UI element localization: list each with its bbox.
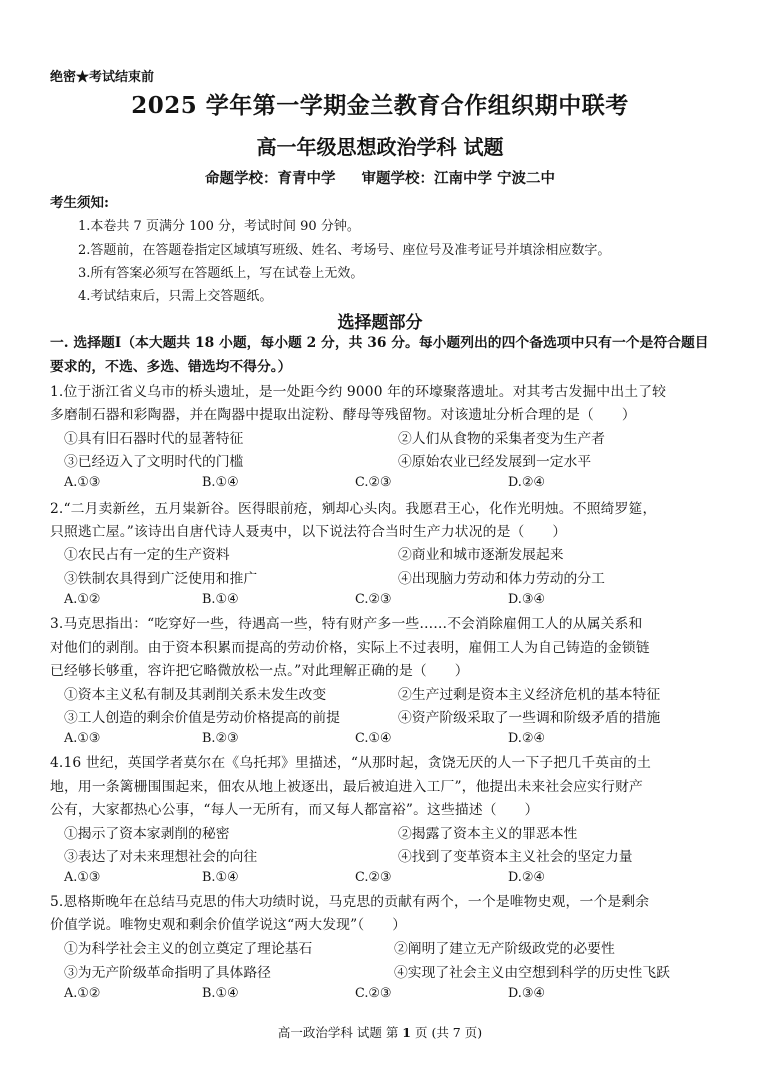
answer-choice: D.②④ xyxy=(508,870,545,885)
statement-item: ③表达了对未来理想社会的向往 xyxy=(64,849,258,865)
statement-item: ①为科学社会主义的创立奠定了理论基石 xyxy=(64,941,313,957)
statement-item: ①农民占有一定的生产资料 xyxy=(64,547,230,563)
answer-choice: B.①④ xyxy=(202,592,239,607)
answer-choice: D.③④ xyxy=(508,592,545,607)
answer-choice: D.②④ xyxy=(508,731,545,746)
notice-item: 3.所有答案必须写在答题纸上，写在试卷上无效。 xyxy=(78,266,364,281)
notice-heading: 考生须知: xyxy=(50,195,109,211)
statement-item: ①揭示了资本家剥削的秘密 xyxy=(64,826,230,842)
exam-title: 2025 学年第一学期金兰教育合作组织期中联考 xyxy=(131,92,629,119)
answer-choice: B.①④ xyxy=(202,870,239,885)
statement-item: ④找到了变革资本主义社会的坚定力量 xyxy=(398,849,633,865)
answer-choice: C.②③ xyxy=(355,475,392,490)
answer-choice: B.②③ xyxy=(202,731,239,746)
statement-item: ③工人创造的剩余价值是劳动价格提高的前提 xyxy=(64,710,340,726)
statement-item: ③已经迈入了文明时代的门槛 xyxy=(64,454,244,470)
statement-item: ②商业和城市逐渐发展起来 xyxy=(398,547,564,563)
answer-choice: B.①④ xyxy=(202,475,239,490)
statement-item: ②揭露了资本主义的罪恶本性 xyxy=(398,826,578,842)
question-stem: 3.马克思指出：“吃穿好一些，待遇高一些，特有财产多一些……不会消除雇佣工人的从属关系和 xyxy=(50,616,643,632)
statement-item: ①具有旧石器时代的显著特征 xyxy=(64,431,244,447)
confidential-label: 绝密★考试结束前 xyxy=(50,70,155,85)
answer-choice: D.③④ xyxy=(508,986,545,1001)
footer-prefix: 高一政治学科 试题 第 xyxy=(277,1025,403,1040)
answer-choice: B.①④ xyxy=(202,986,239,1001)
answer-choice: C.②③ xyxy=(355,870,392,885)
answer-choice: C.①④ xyxy=(355,731,392,746)
answer-choice: A.①③ xyxy=(64,731,101,746)
answer-choice: A.①③ xyxy=(64,475,101,490)
question-stem: 地，用一条篱栅围围起来，佃农从地上被逐出，最后被迫进入工厂”，他提出未来社会应实行财产 xyxy=(50,779,643,795)
answer-choice: A.①② xyxy=(64,592,101,607)
question-stem: 多磨制石器和彩陶器，并在陶器中提取出淀粉、酵母等残留物。对该遗址分析合理的是（ ） xyxy=(50,407,636,423)
question-stem: 5.恩格斯晚年在总结马克思的伟大功绩时说，马克思的贡献有两个，一个是唯物史观，一个是剩余 xyxy=(50,894,650,910)
school-info xyxy=(0,167,760,188)
question-stem: 1.位于浙江省义乌市的桥头遗址，是一处距今约 9000 年的环壕聚落遗址。对其考古发掘中出土了较 xyxy=(50,384,667,400)
question-stem: 2.“二月卖新丝，五月粜新谷。医得眼前疮，剜却心头肉。我愿君王心，化作光明烛。不照绮罗筵， xyxy=(50,501,657,517)
page-footer xyxy=(0,1023,760,1041)
statement-item: ④出现脑力劳动和体力劳动的分工 xyxy=(398,571,605,587)
statement-item: ①资本主义私有制及其剥削关系未发生改变 xyxy=(64,687,327,703)
answer-choice: C.②③ xyxy=(355,986,392,1001)
statement-item: ②生产过剩是资本主义经济危机的基本特征 xyxy=(398,687,661,703)
question-stem: 4.16 世纪，英国学者莫尔在《乌托邦》里描述，“从那时起，贪饶无厌的人一下子把几千英亩的土 xyxy=(50,755,651,771)
page-number: 1 xyxy=(402,1025,411,1040)
footer-suffix: 页 (共 7 页) xyxy=(411,1025,483,1040)
question-stem: 价值学说。唯物史观和剩余价值学说这“两大发现”（ ） xyxy=(50,917,407,933)
statement-item: ④原始农业已经发展到一定水平 xyxy=(398,454,592,470)
statement-item: ④实现了社会主义由空想到科学的历史性飞跃 xyxy=(394,965,670,981)
question-stem: 公有，大家都热心公事，“每人一无所有，而又每人都富裕”。这些描述（ ） xyxy=(50,802,539,818)
statement-item: ③为无产阶级革命指明了具体路径 xyxy=(64,965,271,981)
question-stem: 已经够长够重，容许把它略微放松一点。”对此理解正确的是（ ） xyxy=(50,663,469,679)
question-stem: 对他们的剥削。由于资本积累而提高的劳动价格，实际上不过表明，雇佣工人为自己铸造的金锁链 xyxy=(50,640,650,656)
notice-item: 4.考试结束后，只需上交答题纸。 xyxy=(78,289,273,304)
part-instructions: 一. 选择题Ⅰ（本大题共 18 小题，每小题 2 分，共 36 分。每小题列出的四个备选项中只有一个是符合题目要求的，不选、多选、错选均不得分。） xyxy=(50,335,709,375)
statement-item: ④资产阶级采取了一些调和阶级矛盾的措施 xyxy=(398,710,661,726)
notice-item: 1.本卷共 7 页满分 100 分，考试时间 90 分钟。 xyxy=(78,219,360,234)
exam-subtitle: 高一年级思想政治学科 试题 xyxy=(256,135,504,159)
notice-item: 2.答题前，在答题卷指定区域填写班级、姓名、考场号、座位号及准考证号并填涂相应数字。 xyxy=(78,243,611,258)
answer-choice: D.②④ xyxy=(508,475,545,490)
question-stem: 只照逃亡屋。”该诗出自唐代诗人聂夷中，以下说法符合当时生产力状况的是（ ） xyxy=(50,524,567,540)
answer-choice: A.①② xyxy=(64,986,101,1001)
setter-school: 命题学校：育青中学 xyxy=(204,170,336,187)
section-title: 选择题部分 xyxy=(337,313,423,333)
statement-item: ②阐明了建立无产阶级政党的必要性 xyxy=(394,941,615,957)
statement-item: ②人们从食物的采集者变为生产者 xyxy=(398,431,605,447)
statement-item: ③铁制农具得到广泛使用和推广 xyxy=(64,571,258,587)
answer-choice: A.①③ xyxy=(64,870,101,885)
reviewer-school: 审题学校：江南中学 宁波二中 xyxy=(361,170,556,187)
answer-choice: C.②③ xyxy=(355,592,392,607)
